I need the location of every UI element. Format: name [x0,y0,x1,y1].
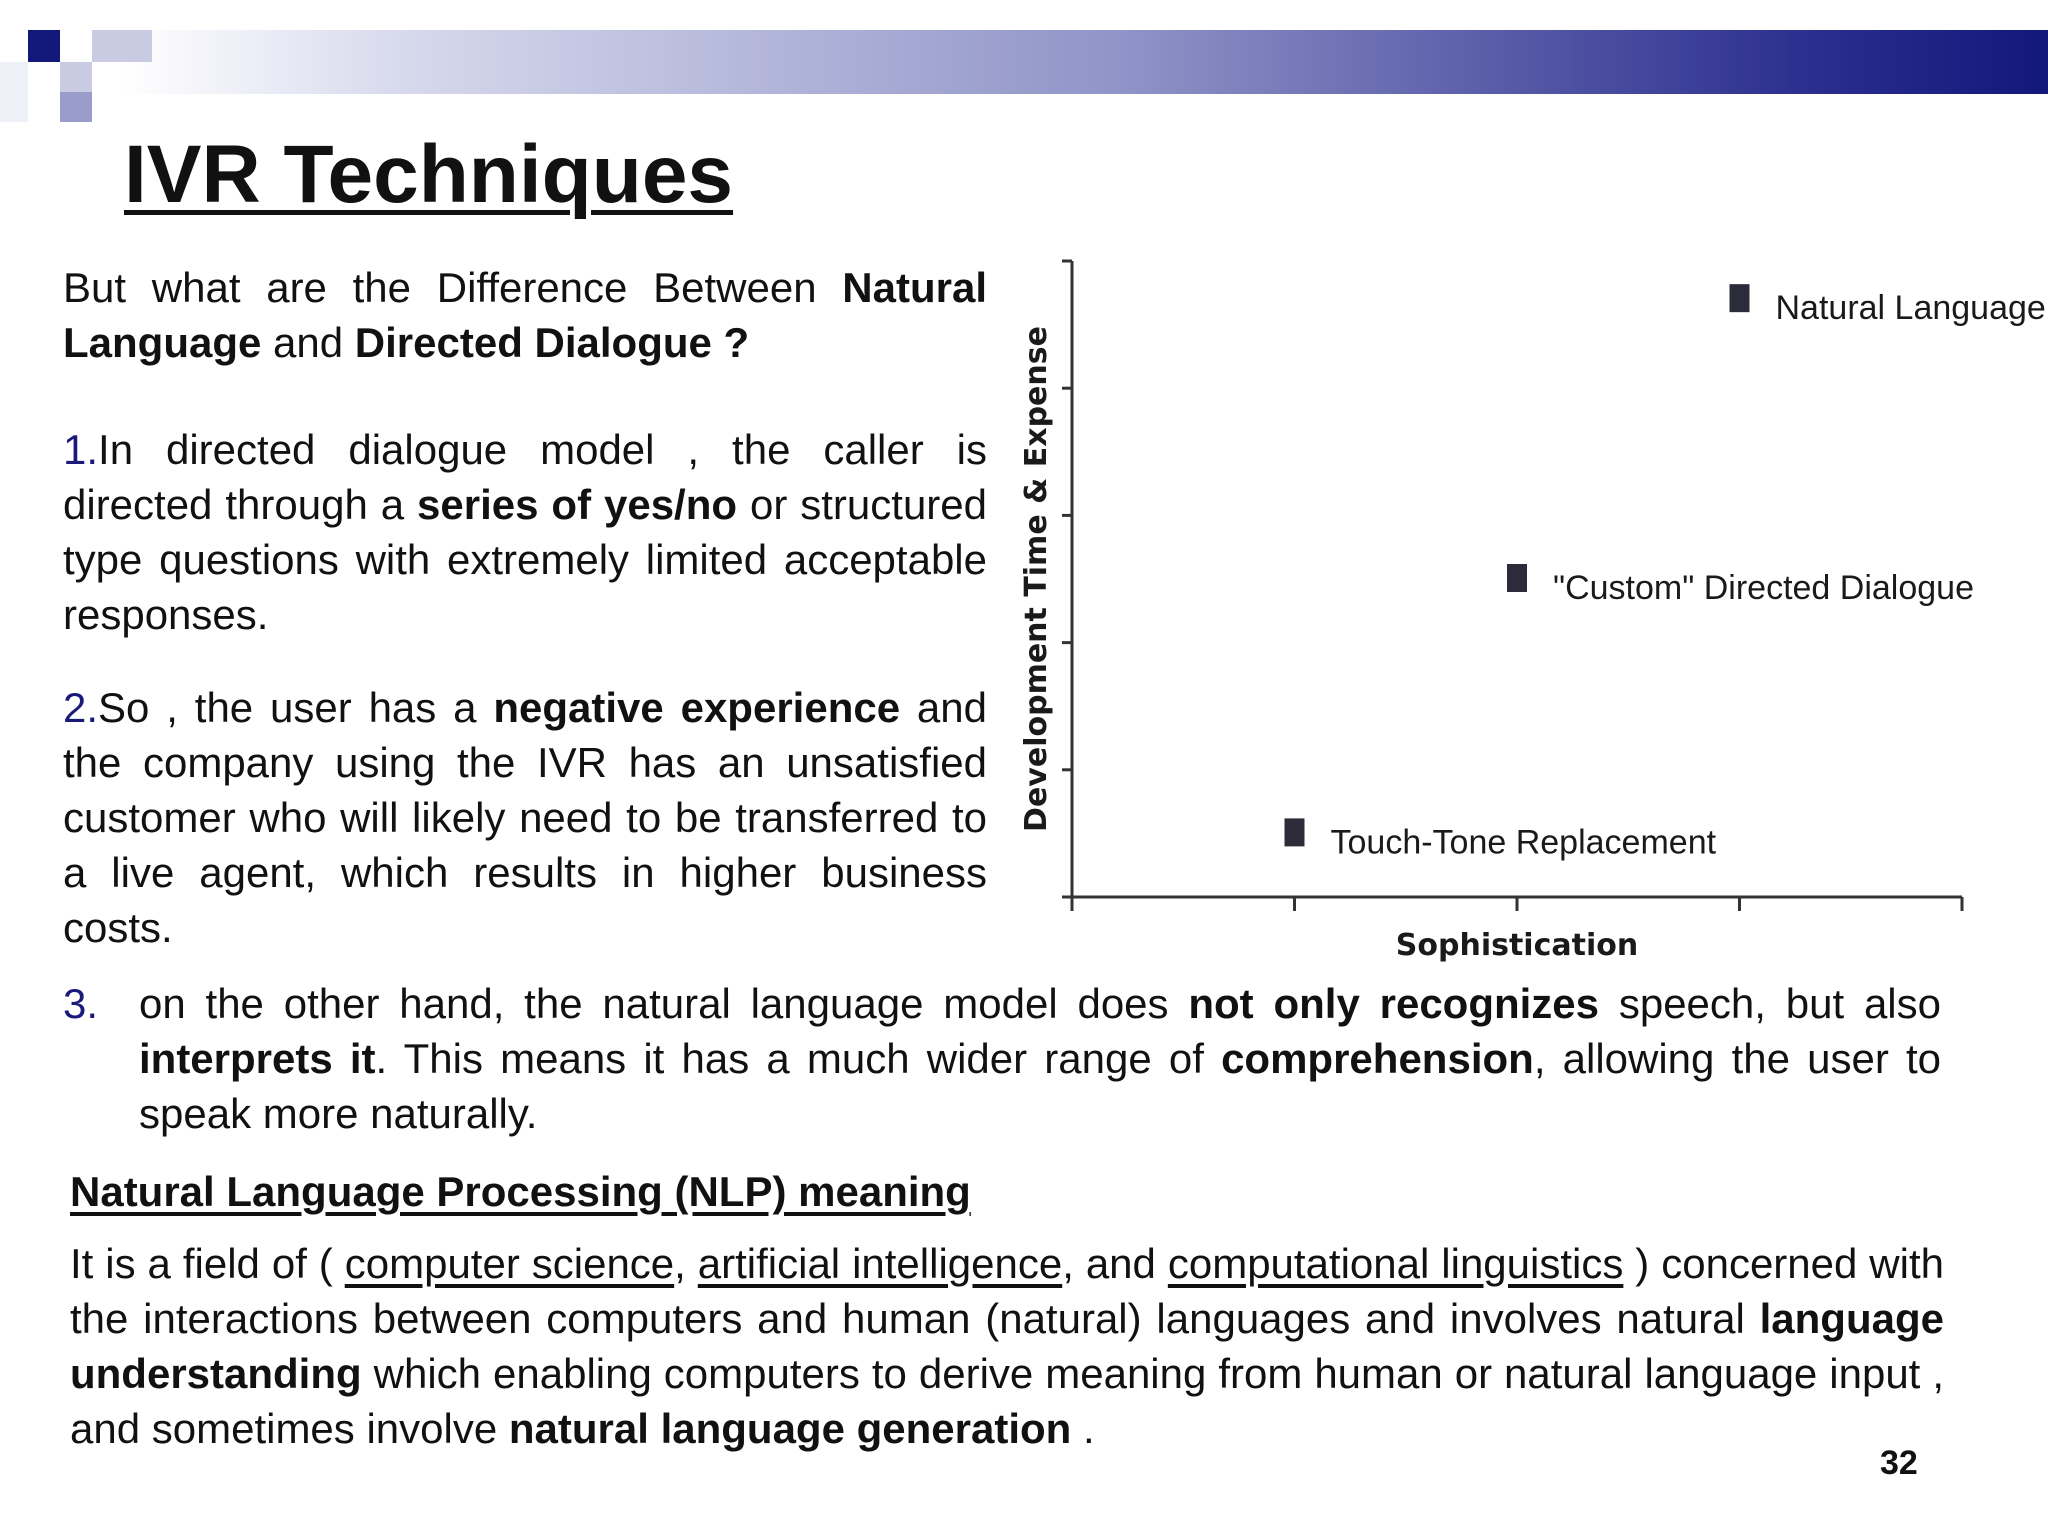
slide-title: IVR Techniques [124,129,734,220]
text-run: It is a field of ( [70,1240,345,1287]
bold-term: not only recognizes [1188,980,1600,1027]
text-run: , allowing the user to speak more naturally. [139,1035,1942,1137]
text-run: and the company using the IVR has an unsatisfied customer who will likely need to be transferred to a live agent, which results in higher business costs. [63,684,988,951]
text-run: But what are the Difference Between [63,264,843,311]
header-square-decor [60,92,92,122]
data-point-label: Natural Language [1775,289,2046,328]
list-number: 2. [63,684,99,731]
text-run: speech, but also [1599,980,1941,1027]
text-run: ) concerned with the interactions between computers and human (natural) languages and involves natural [70,1240,1944,1342]
text-run: , and [1062,1240,1168,1287]
data-point-label: "Custom" Directed Dialogue [1553,569,1974,607]
link-computer-science[interactable]: computer science [344,1240,675,1287]
sophistication-chart [1019,245,2046,975]
page-number: 32 [1880,1444,1918,1482]
text-run: In directed dialogue model , the caller is directed through a [63,426,987,528]
bold-term: Directed Dialogue ? [354,319,750,366]
data-point-label: Touch-Tone Replacement [1330,823,1717,862]
list-number-3: 3. [63,980,99,1027]
nlp-heading: Natural Language Processing (NLP) meaning [70,1168,971,1215]
text-run: , [674,1240,698,1287]
header-square-decor [92,30,152,62]
data-point-marker [1285,818,1305,846]
text-run: which enabling computers to derive meaning from human or natural language input , and sometimes involve [70,1350,1944,1452]
text-run: or structured type questions with extremely limited acceptable responses. [63,481,988,638]
bold-term: natural language generation [508,1405,1072,1452]
header-top-strip [0,0,2048,30]
link-artificial-intelligence[interactable]: artificial intelligence [697,1240,1063,1287]
point-3 [139,976,1941,1141]
bold-term: Natural Language [63,264,987,366]
data-point-marker [1507,564,1527,592]
y-axis-label: Development Time & Expense [1019,326,1054,832]
bold-term: interprets it [139,1035,376,1082]
point-2 [63,680,987,955]
data-point-marker [1730,284,1750,312]
text-run: on the other hand, the natural language model does [139,980,1189,1027]
list-number: 1. [63,426,99,473]
header-square-decor [0,62,28,122]
intro-question [63,260,987,370]
header-square-decor [28,30,60,62]
text-run: . This means it has a much wider range of [375,1035,1222,1082]
link-computational-linguistics[interactable]: computational linguistics [1167,1240,1624,1287]
point-1 [63,422,987,642]
bold-term: series of yes/no [417,481,738,528]
text-run: So , the user has a [98,684,494,731]
bold-term: negative experience [493,684,901,731]
nlp-definition [70,1236,1944,1456]
bold-term: language understanding [70,1295,1944,1397]
data-points [1285,284,2046,861]
bold-term: comprehension [1221,1035,1534,1082]
header-square-decor [60,62,92,92]
x-axis-label: Sophistication [1395,928,1639,963]
text-run: . [1071,1405,1095,1452]
text-run: and [261,319,355,366]
